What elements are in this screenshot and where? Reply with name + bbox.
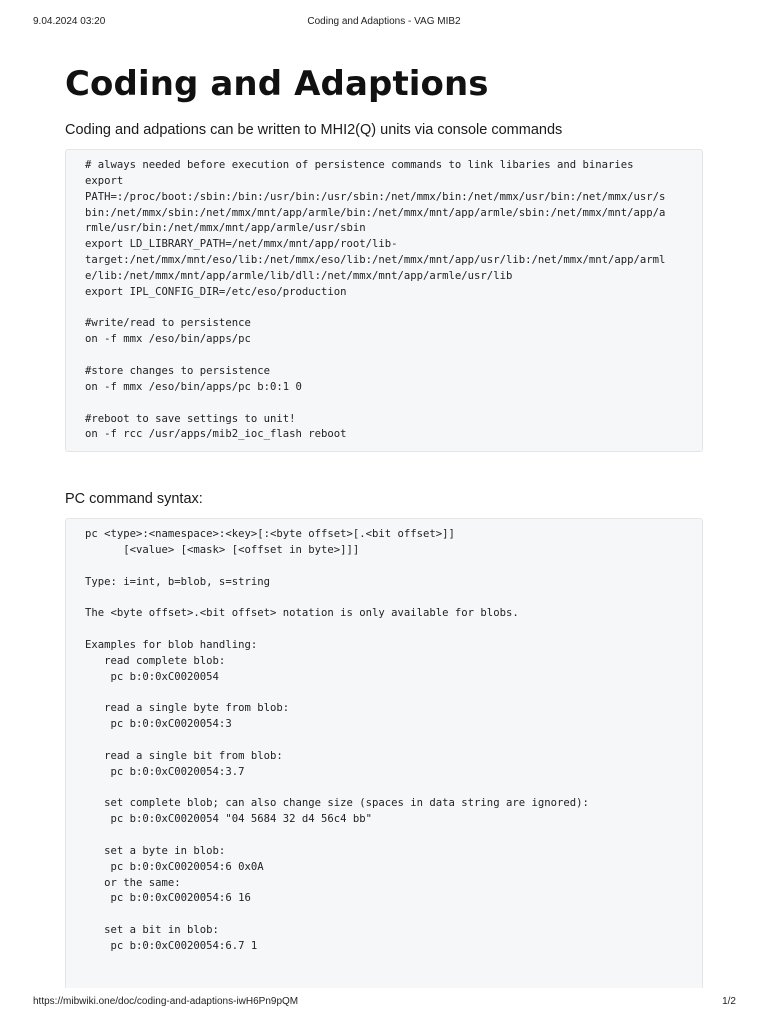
print-datetime: 9.04.2024 03:20 bbox=[33, 16, 106, 27]
print-footer bbox=[0, 996, 768, 1010]
document-content bbox=[65, 62, 703, 988]
intro-paragraph: Coding and adpations can be written to MHI2(Q) units via console commands bbox=[65, 122, 563, 138]
page-title: Coding and Adaptions bbox=[65, 64, 489, 104]
page-number: 1/2 bbox=[722, 996, 736, 1007]
print-url: https://mibwiki.one/doc/coding-and-adaptions-iwH6Pn9pQM bbox=[33, 996, 299, 1007]
pc-syntax-code-block: pc <type>:<namespace>:<key>[:<byte offset>[.<bit offset>]] [<value> [<mask> [<offset in byte>]]] Type: i=int, b=blob, s=string The <byte offset>.<bit offset> notation is only available for blobs. Examples for blob handling: read complete blob: pc b:0:0xC0020054 read a single byte from blob: pc b:0:0xC0020054:3 read a single bit from blob: pc b:0:0xC0020054:3.7 set complete blob; can also change size (spaces in data string are ignored): pc b:0:0xC0020054 "04 5684 32 d4 56c4 bb" set a byte in blob: pc b:0:0xC0020054:6 0x0A or the same: pc b:0:0xC0020054:6 16 set a bit in blob: pc b:0:0xC0020054:6.7 1 bbox=[65, 518, 703, 988]
persistence-commands-code-block: # always needed before execution of persistence commands to link libaries and binaries export PATH=:/proc/boot:/sbin:/bin:/usr/bin:/usr/sbin:/net/mmx/bin:/net/mmx/usr/bin:/net/mmx/usr/s bin:/net/mmx/sbin:/net/mmx/mnt/app/armle/bin:/net/mmx/mnt/app/armle/sbin:/net/mmx/mnt/app/a rmle/usr/bin:/net/mmx/mnt/app/armle/usr/sbin export LD_LIBRARY_PATH=/net/mmx/mnt/app/root/lib- target:/net/mmx/mnt/eso/lib:/net/mmx/eso/lib:/net/mmx/mnt/app/usr/lib:/net/mmx/mnt/app/arml e/lib:/net/mmx/mnt/app/armle/lib/dll:/net/mmx/mnt/app/armle/usr/lib export IPL_CONFIG_DIR=/etc/eso/production #write/read to persistence on -f mmx /eso/bin/apps/pc #store changes to persistence on -f mmx /eso/bin/apps/pc b:0:1 0 #reboot to save settings to unit! on -f rcc /usr/apps/mib2_ioc_flash reboot bbox=[65, 149, 703, 452]
print-page-title: Coding and Adaptions - VAG MIB2 bbox=[307, 16, 461, 27]
print-header bbox=[0, 16, 768, 30]
pc-syntax-heading: PC command syntax: bbox=[65, 491, 203, 507]
